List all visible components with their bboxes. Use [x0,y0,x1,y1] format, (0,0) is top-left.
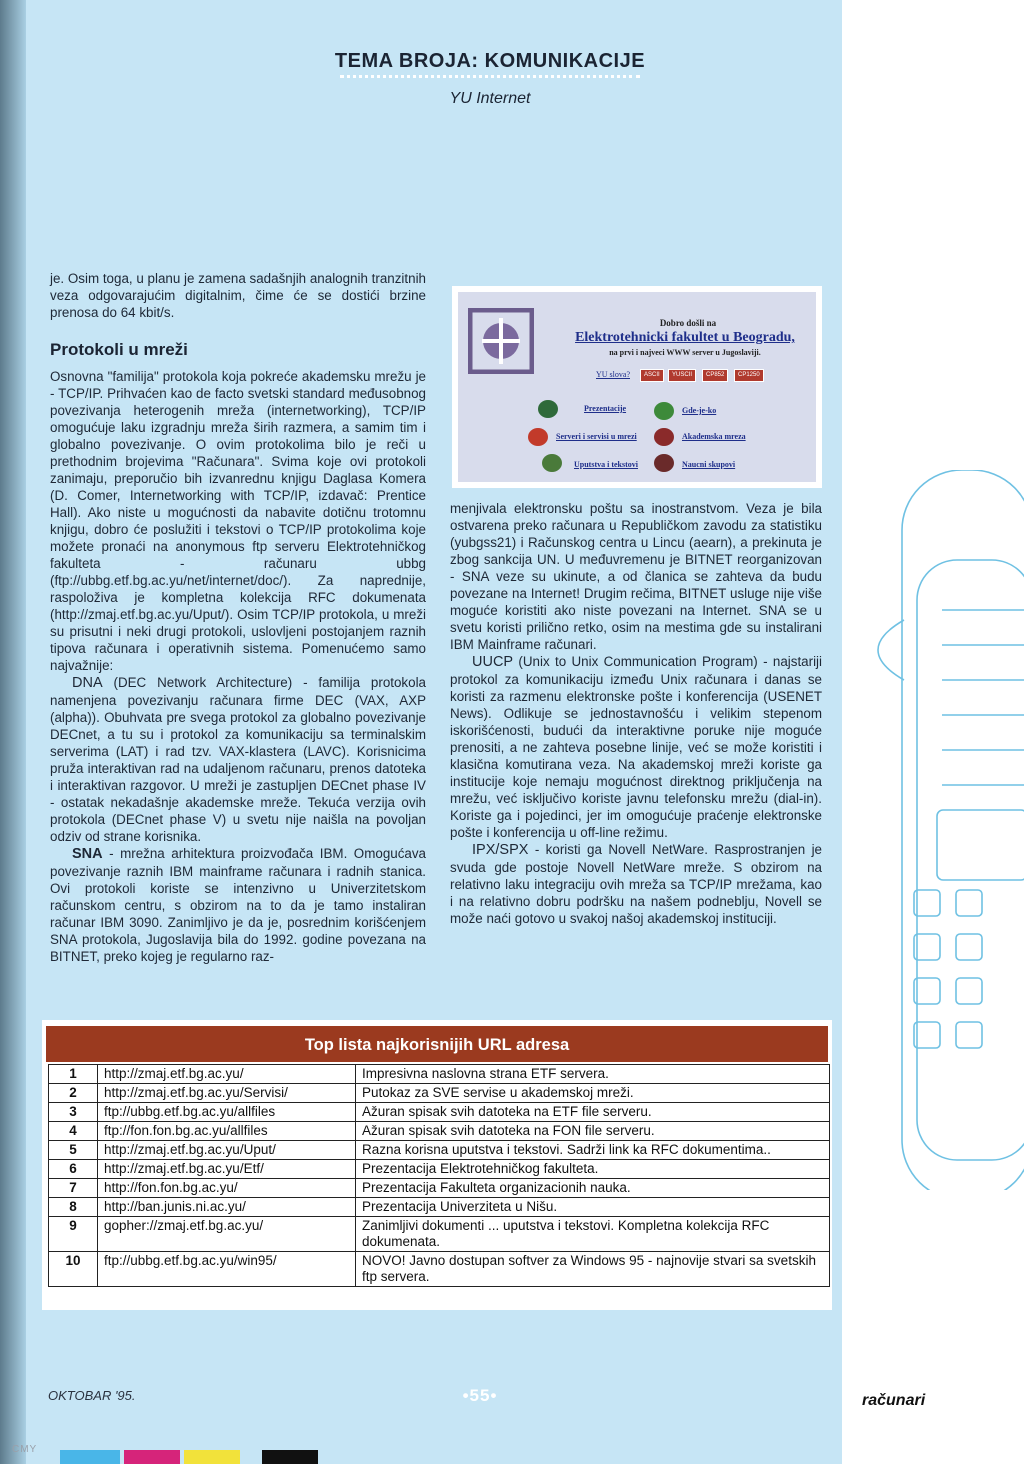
screenshot-page [458,292,816,482]
row-number: 10 [49,1252,98,1287]
row-url[interactable]: ftp://fon.fon.bg.ac.yu/allfiles [98,1122,356,1141]
network-icon [654,428,674,446]
etf-logo-icon [468,308,534,374]
table-row [49,1141,830,1160]
link-gde-je-ko[interactable]: Gde-je-ko [682,406,717,415]
row-url[interactable]: http://zmaj.etf.bg.ac.yu/Etf/ [98,1160,356,1179]
issue-date: OKTOBAR '95. [48,1388,136,1403]
url-table-box [42,1020,832,1310]
row-number: 2 [49,1084,98,1103]
binding-shadow [0,0,26,1464]
row-number: 1 [49,1065,98,1084]
presentation-icon [538,400,558,418]
ipx-paragraph [450,841,822,927]
page-number: •55• [462,1386,498,1405]
row-description: NOVO! Javno dostupan softver za Windows 95 - najnovije stvari sa svetskih ftp servera. [356,1252,830,1287]
link-naucni-skupovi[interactable]: Naucni skupovi [682,460,736,469]
row-description: Putokaz za SVE servise u akademskoj mreži. [356,1084,830,1103]
table-row [49,1252,830,1287]
web-screenshot [452,286,822,488]
table-row [49,1217,830,1252]
people-icon [654,402,674,420]
intro-paragraph: je. Osim toga, u planu je zamena sadašnjih analognih tranzitnih veza odgovarajućim digitalnim, čime će se dostići brzine prenosa do 64 kbit/s. [50,271,426,320]
encoding-cp1250-button[interactable]: CP1250 [734,369,764,382]
url-table [48,1064,830,1287]
row-description: Prezentacija Elektrotehničkog fakulteta. [356,1160,830,1179]
encoding-ascii-button[interactable]: ASCII [640,369,664,382]
row-description: Ažuran spisak svih datoteka na FON file serveru. [356,1122,830,1141]
row-description: Prezentacija Fakulteta organizacionih nauka. [356,1179,830,1198]
row-description: Impresivna naslovna strana ETF servera. [356,1065,830,1084]
table-row [49,1103,830,1122]
color-bar-black [262,1450,318,1464]
phone-illustration [842,470,1024,1190]
site-title-link[interactable]: Elektrotehnicki fakultet u Beogradu, [575,330,795,345]
color-bar-yellow [184,1450,240,1464]
article-header [300,50,680,108]
encoding-cp852-button[interactable]: CP852 [702,369,728,382]
table-row [49,1198,830,1217]
table-row [49,1179,830,1198]
magazine-name: računari [862,1392,926,1409]
greeting-text: Dobro došli na [659,318,717,328]
table-row [49,1122,830,1141]
row-description: Razna korisna uputstva i tekstovi. Sadrži link ka RFC dokumentima.. [356,1141,830,1160]
row-url[interactable]: gopher://zmaj.etf.bg.ac.yu/ [98,1217,356,1252]
section-title: TEMA BROJA: KOMUNIKACIJE [334,50,646,72]
tcpip-paragraph: Osnovna "familija" protokola koja pokreće akademsku mrežu je - TCP/IP. Prihvaćen kao de facto svetski standard međusobnog povezivanja heterogenih mreža (internetworking), TCP/IP omogućuje laku izgradnju mreža širih razmera, a samim tim i globalno povezivanje. O ovim protokolima bilo je reči u prethodnim brojevima "Računara". Svima koje ovi protokoli zanimaju, preporučio bih izvanrednu knjigu Daglasa Komera (D. Comer, Internetworking with TCP/IP, izdavač: Prentice Hall). Ako niste u mogućnosti da nabavite dotičnu trotomnu knjigu, dobro će poslužiti i tekstovi o TCP/IP protokolima koje možete pronaći na anonymous ftp serveru Elektrotehničkog fakulteta - računaru ubbg (ftp://ubbg.etf.bg.ac.yu/net/internet/doc/). Za naprednije, raspoloživa je kompletna kolekcija RFC dokumenata (http://zmaj.etf.bg.ac.yu/Uput/). Osim TCP/IP protokola, u mreži su prisutni i neki drugi protokoli, uslovljeni postojanjem raznih tipova računara i operativnih sistema. Pomenućemo samo najvažnije: [50,369,426,673]
uucp-text: (Unix to Unix Communication Program) - najstariji protokol za komunikaciju između Unix računara i danas se koristi za razmenu elektronske pošte i konferencija (USENET News). Odlikuje se jednostavnošću i velikim stepenom iskorišćenosti, budući da interaktivne poruke nije moguće prenositi, a ne zahteva posebne linije, već se može koristiti i klasična komutirana veza. Na akademskoj mreži koriste ga institucije koje nemaju mogućnost direktnog priključenja na mrežu, već isključivo koriste javnu telefonsku mrežu (dial-in). Koriste ga i pojedinci, jer im omogućuje praćenje elektronske pošte i konferencija u off-line režimu. [450,654,822,840]
link-prezentacije[interactable]: Prezentacije [584,404,627,413]
row-url[interactable]: http://zmaj.etf.bg.ac.yu/ [98,1065,356,1084]
row-url[interactable]: ftp://ubbg.etf.bg.ac.yu/win95/ [98,1252,356,1287]
row-number: 3 [49,1103,98,1122]
left-column [50,270,426,965]
site-subtitle: na prvi i najveci WWW server u Jugoslaviji. [609,348,761,357]
url-table-title: Top lista najkorisnijih URL adresa [46,1026,828,1062]
right-column [450,500,822,927]
row-description: Prezentacija Univerziteta u Nišu. [356,1198,830,1217]
color-bar-magenta [124,1450,180,1464]
color-bar-cyan [60,1450,120,1464]
dna-paragraph [50,674,426,845]
row-number: 5 [49,1141,98,1160]
servers-icon [528,428,548,446]
print-mark: CMY [12,1444,38,1455]
table-row [49,1160,830,1179]
sna-text: - mrežna arhitektura proizvođača IBM. Omogućava povezivanje raznih IBM mainframe računara i radnih stanica. Ovi protokoli koriste se intenzivno u Univerzitetskom računskom centru, s obzirom na to da je tamo instaliran računar IBM 3090. Zanimljivo je da je, posrednim korišćenjem SNA protokola, Jugoslavija bila do 1992. godine povezana na BITNET, preko kojeg je regularno raz- [50,846,426,964]
row-url[interactable]: http://zmaj.etf.bg.ac.yu/Uput/ [98,1141,356,1160]
bitnet-paragraph: menjivala elektronsku poštu sa inostranstvom. Veza je bila ostvarena preko računara u Republičkom zavodu za statistiku (yubgss21) i Računskog centra u Lincu (aearn), a prekinuta je zbog sankcija UN. U međuvremenu je BITNET reorganizovan - SNA veze su ukinute, a od članica se zahteva da budu povezane na Internet! Drugim rečima, BITNET usluge nije više moguće koristiti ako niste povezani na Internet. SNA se u svetu koristi prilično retko, osim na mestima gde su instalirani IBM Mainframe računari. [450,501,822,652]
dna-term: DNA [72,675,103,691]
dna-text: (DEC Network Architecture) - familija protokola namenjena povezivanju računara firme DEC (VAX, AXP (alpha)). Obuhvata pre svega protokol za globalno povezivanje DECnet, a tu su i protokol za komunikaciju sa terminalskim serverima (LAT) i rad tzv. VAX-klastera (LAVC). Korisnicima pruža interaktivan rad na udaljenom računaru, prenos datoteka i interaktivan razgovor. U mreži je zastupljen DECnet phase IV - ostatak nekadašnje akademske mreže. Tekuća verzija ovih protokola (DECnet phase V) u svetu nije naišla na povoljan odziv od strane korisnika. [50,675,426,844]
row-url[interactable]: http://zmaj.etf.bg.ac.yu/Servisi/ [98,1084,356,1103]
row-number: 8 [49,1198,98,1217]
encoding-yuscii-button[interactable]: YUSCII [668,369,696,382]
table-row [49,1084,830,1103]
link-serveri[interactable]: Serveri i servisi u mrezi [556,432,637,441]
row-url[interactable]: http://fon.fon.bg.ac.yu/ [98,1179,356,1198]
link-uputstva[interactable]: Uputstva i tekstovi [574,460,639,469]
section-subtitle: YU Internet [449,90,531,107]
row-description: Ažuran spisak svih datoteka na ETF file serveru. [356,1103,830,1122]
header-divider [340,75,640,84]
row-number: 6 [49,1160,98,1179]
ipx-text: - koristi ga Novell NetWare. Rasprostranjen je svuda gde postoje Novell NetWare mreže. S obzirom na relativno laku integraciju ovih mreža sa TCP/IP mrežama, kao i na relativno dobru podršku na našem podneblju, Novell se može naći gotovo u svakoj našoj akademskoj instituciji. [450,842,822,926]
uucp-paragraph [450,653,822,841]
conference-icon [654,454,674,472]
row-number: 4 [49,1122,98,1141]
sna-term: SNA [72,846,103,862]
sna-paragraph [50,845,426,965]
row-url[interactable]: http://ban.junis.ni.ac.yu/ [98,1198,356,1217]
row-url[interactable]: ftp://ubbg.etf.bg.ac.yu/allfiles [98,1103,356,1122]
section-heading: Protokoli u mreži [50,340,188,359]
link-akademska-mreza[interactable]: Akademska mreza [682,432,746,441]
row-number: 9 [49,1217,98,1252]
ipx-term: IPX/SPX [472,842,529,858]
row-description: Zanimljivi dokumenti ... uputstva i tekstovi. Kompletna kolekcija RFC dokumenata. [356,1217,830,1252]
yu-link[interactable]: YU slova? [596,370,630,379]
uucp-term: UUCP [472,654,514,670]
row-number: 7 [49,1179,98,1198]
pencil-icon [542,454,562,472]
table-row [49,1065,830,1084]
